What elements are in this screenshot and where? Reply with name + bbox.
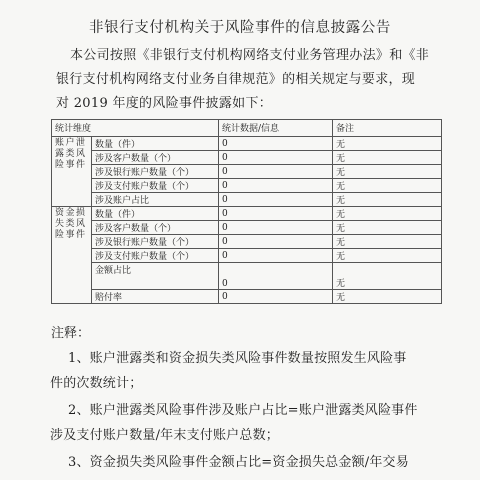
row-item: 涉及支付账户数量（个） <box>92 249 219 263</box>
row-item: 涉及银行账户数量（个） <box>92 165 219 179</box>
row-item: 涉及客户数量（个） <box>92 221 219 235</box>
intro-line: 对 2019 年度的风险事件披露如下： <box>56 96 273 111</box>
header-remark: 备注 <box>333 120 442 137</box>
intro-paragraph <box>56 44 440 116</box>
row-item: 数量（件） <box>92 137 219 151</box>
row-item: 金额占比 <box>92 263 219 290</box>
row-item: 涉及银行账户数量（个） <box>92 235 219 249</box>
note-item <box>50 450 440 475</box>
row-remark: 无 <box>333 165 442 179</box>
table-row <box>52 207 442 221</box>
table-row <box>52 221 442 235</box>
table-row <box>52 137 442 151</box>
row-remark: 无 <box>333 221 442 235</box>
row-remark: 无 <box>333 151 442 165</box>
note-line: 2、账户泄露类风险事件涉及账户占比=账户泄露类风险事件 <box>68 403 418 418</box>
table-row <box>52 151 442 165</box>
table-header-row <box>52 120 442 137</box>
notes-heading: 注释： <box>51 326 91 341</box>
row-value: 0 <box>219 263 333 290</box>
row-value: 0 <box>219 207 333 221</box>
header-dimension: 统计维度 <box>52 120 219 137</box>
table-row <box>52 193 442 207</box>
table-row <box>52 235 442 249</box>
table-row <box>52 179 442 193</box>
row-value: 0 <box>219 179 333 193</box>
row-value: 0 <box>219 165 333 179</box>
note-line: 件的次数统计； <box>50 376 143 391</box>
table-row <box>52 263 442 290</box>
row-item: 涉及账户占比 <box>92 193 219 207</box>
note-line: 3、资金损失类风险事件金额占比=资金损失总金额/年交易 <box>68 455 409 470</box>
table-row <box>52 165 442 179</box>
row-remark: 无 <box>333 249 442 263</box>
row-value: 0 <box>219 290 333 304</box>
note-line: 1、账户泄露类和资金损失类风险事件数量按照发生风险事 <box>68 351 407 366</box>
row-item: 涉及支付账户数量（个） <box>92 179 219 193</box>
note-item <box>50 346 440 396</box>
row-remark: 无 <box>333 179 442 193</box>
row-remark: 无 <box>333 207 442 221</box>
table-row <box>52 249 442 263</box>
risk-event-table <box>51 119 442 304</box>
row-item: 数量（件） <box>92 207 219 221</box>
row-value: 0 <box>219 137 333 151</box>
row-value: 0 <box>219 249 333 263</box>
header-data: 统计数据/信息 <box>219 120 333 137</box>
group-label-fund-loss: 资金损失类风险事件 <box>52 207 92 304</box>
row-value: 0 <box>219 151 333 165</box>
row-remark: 无 <box>333 137 442 151</box>
row-item: 赔付率 <box>92 290 219 304</box>
row-remark: 无 <box>333 263 442 290</box>
row-remark: 无 <box>333 193 442 207</box>
row-item: 涉及客户数量（个） <box>92 151 219 165</box>
row-remark: 无 <box>333 235 442 249</box>
row-value: 0 <box>219 193 333 207</box>
group-label-account-leak: 账户泄露类风险事件 <box>52 137 92 207</box>
note-line: 涉及支付账户数量/年末支付账户总数； <box>50 428 279 443</box>
page-title: 非银行支付机构关于风险事件的信息披露公告 <box>89 20 391 36</box>
intro-line: 本公司按照《非银行支付机构网络支付业务管理办法》和《非 <box>70 48 430 63</box>
intro-line: 银行支付机构网络支付业务自律规范》的相关规定与要求，现 <box>56 72 416 87</box>
row-remark: 无 <box>333 290 442 304</box>
row-value: 0 <box>219 221 333 235</box>
table-row <box>52 290 442 304</box>
row-value: 0 <box>219 235 333 249</box>
note-item <box>50 398 440 448</box>
